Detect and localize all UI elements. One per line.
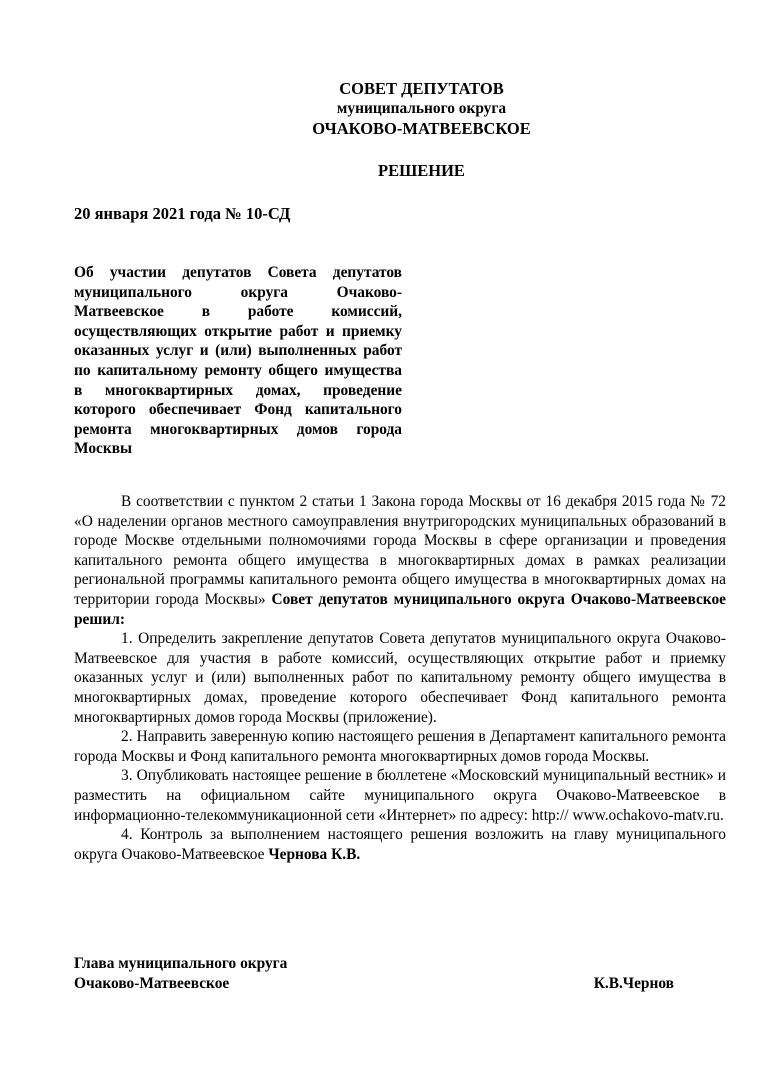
preamble-resolution: Совет депутатов муниципального округа Очаково-Матвеевское решил:	[74, 590, 726, 628]
district-label: муниципального округа	[336, 100, 507, 117]
preamble-text: В соответствии с пунктом 2 статьи 1 Закона города Москвы от 16 декабря 2015 года № 72 «О наделении органов местного самоуправления внутригородских муниципальных образований в городе Москве отдельными полномочиями города Москвы в сфере организации и проведения капитального ремонта общего имущества в многоквартирных домах в рамках реализации региональной программы капитального ремонта общего имущества в многоквартирных домах на территории города Москвы»	[74, 493, 726, 608]
signature-name: К.В.Чернов	[593, 975, 674, 992]
district-name: ОЧАКОВО-МАТВЕЕВСКОЕ	[312, 119, 531, 138]
signature-title-line2: Очаково-Матвеевское	[74, 974, 230, 992]
document-type: РЕШЕНИЕ	[378, 161, 465, 180]
decision-subject: Об участии депутатов Совета депутатов муниципального округа Очаково-Матвеевское в работе комиссий, осуществляющих открытие работ и приемку оказанных услуг и (или) выполненных работ по капитальному ремонту общего имущества в многоквартирных домах, проведение которого обеспечивает Фонд капитального ремонта многоквартирных домов города Москвы	[74, 264, 402, 458]
item-4-text: 4. Контроль за выполнением настоящего решения возложить на главу муниципального округа Очаково-Матвеевское	[74, 826, 726, 863]
signature-block	[74, 954, 674, 993]
item-4-responsible: Чернова К.В.	[268, 845, 361, 863]
decision-body	[74, 492, 726, 864]
item-1: 1. Определить закрепление депутатов Совета депутатов муниципального округа Очаково-Матвеевское для участия в работе комиссий, осуществляющих открытие работ и приемку оказанных услуг и (или) выполненных работ по капитальному ремонту общего имущества в многоквартирных домах, проведение которого обеспечивает Фонд капитального ремонта многоквартирных домов города Москвы (приложение).	[74, 630, 726, 726]
decision-date-number: 20 января 2021 года № 10-СД	[74, 204, 291, 223]
item-3: 3. Опубликовать настоящее решение в бюллетене «Московский муниципальный вестник» и разместить на официальном сайте муниципального округа Очаково-Матвеевское в информационно-телекоммуникационной сети «Интернет» по адресу: http:// www.ochakovo-matv.ru.	[74, 767, 726, 824]
item-2: 2. Направить заверенную копию настоящего решения в Департамент капитального ремонта города Москвы и Фонд капитального ремонта многоквартирных домов города Москвы.	[74, 728, 726, 765]
council-title: СОВЕТ ДЕПУТАТОВ	[339, 79, 504, 98]
preamble	[74, 492, 726, 629]
item-4	[74, 825, 726, 864]
signature-title-line1: Глава муниципального округа	[74, 955, 288, 972]
